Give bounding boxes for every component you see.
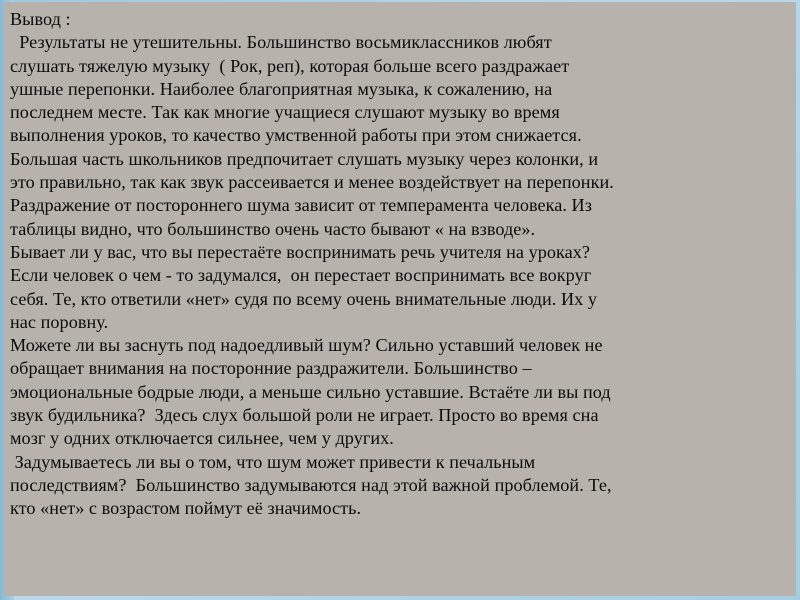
text-line: себя. Те, кто ответили «нет» судя по всему очень внимательные люди. Их у bbox=[10, 288, 598, 309]
text-line: звук будильника? Здесь слух большой роли не играет. Просто во время сна bbox=[10, 405, 599, 426]
text-line: Если человек о чем - то задумался, он перестает воспринимать все вокруг bbox=[10, 265, 592, 286]
text-line: обращает внимания на посторонние раздражители. Большинство – bbox=[10, 358, 532, 379]
text-line: кто «нет» с возрастом поймут её значимость. bbox=[10, 498, 362, 519]
text-line: слушать тяжелую музыку ( Рок, реп), которая больше всего раздражает bbox=[10, 55, 570, 76]
text-line: Бывает ли у вас, что вы перестаёте воспринимать речь учителя на уроках? bbox=[10, 241, 591, 262]
slide-text-panel bbox=[4, 2, 796, 596]
text-line: Раздражение от постороннего шума зависит от темперамента человека. Из bbox=[10, 195, 592, 216]
text-line: последнем месте. Так как многие учащиеся слушают музыку во время bbox=[10, 102, 560, 123]
text-line: последствиям? Большинство задумываются над этой важной проблемой. Те, bbox=[10, 474, 612, 495]
text-line: Результаты не утешительны. Большинство восьмиклассников любят bbox=[10, 32, 552, 53]
text-line: нас поровну. bbox=[10, 311, 109, 332]
text-line: Задумываетесь ли вы о том, что шум может привести к печальным bbox=[10, 451, 536, 472]
text-line: выполнения уроков, то качество умственной работы при этом снижается. bbox=[10, 125, 582, 146]
text-line: ушные перепонки. Наиболее благоприятная музыка, к сожалению, на bbox=[10, 78, 553, 99]
text-line: таблицы видно, что большинство очень часто бывают « на взводе». bbox=[10, 218, 536, 239]
text-line: это правильно, так как звук рассеивается и менее воздействует на перепонки. bbox=[10, 172, 614, 193]
text-line: Можете ли вы заснуть под надоедливый шум? Сильно уставший человек не bbox=[10, 335, 603, 356]
text-line: Вывод : bbox=[10, 9, 71, 29]
text-line: мозг у одних отключается сильнее, чем у других. bbox=[10, 428, 394, 449]
conclusion-text bbox=[10, 8, 790, 521]
text-line: Большая часть школьников предпочитает слушать музыку через колонки, и bbox=[10, 148, 599, 169]
text-line: эмоциональные бодрые люди, а меньше сильно уставшие. Встаёте ли вы под bbox=[10, 381, 611, 402]
